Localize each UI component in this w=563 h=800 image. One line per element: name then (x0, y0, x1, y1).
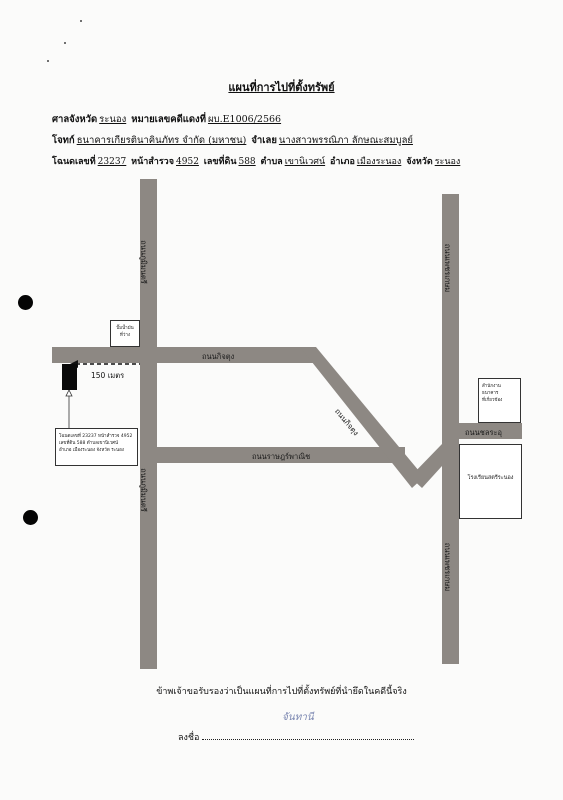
property-marker (62, 364, 77, 390)
road-label-left-bottom: ถนนภูมิมนตรี (138, 468, 148, 512)
defendant-label: จำเลย (251, 135, 277, 146)
signature-scribble: จันทานี (282, 712, 314, 723)
road-label-left-top: ถนนภูมิมนตรี (138, 240, 148, 284)
deed-label: โฉนดเลขที่ (52, 157, 96, 167)
province-label: จังหวัด (406, 157, 433, 167)
distance-label: 150 เมตร (91, 371, 125, 380)
land-value: 588 (238, 157, 256, 167)
property-info-box (55, 428, 138, 466)
province-value: ระนอง (434, 157, 461, 167)
road-label-right-short: ถนนชลระอุ (465, 428, 503, 437)
property-info-line-2: เลขที่ดิน 588 ตำบลเขานิเวศน์ (59, 440, 119, 446)
landmark-right-line-3: ที่เกี่ยวข้อง (482, 397, 503, 403)
plaintiff-value: ธนาคารเกียรตินาคินภัทร จำกัด (มหาชน) (76, 135, 247, 146)
page-title: แผนที่การไปที่ตั้งทรัพย์ (228, 81, 335, 94)
landmark-box-right-top (478, 378, 521, 423)
signature-line (202, 739, 414, 740)
landmark-school-box (459, 444, 522, 519)
landmark-top-left-line-1: ปั๊มน้ำมัน (116, 326, 134, 331)
pointer-arrow-head (66, 390, 72, 396)
landmark-right-line-2: ธนาคาร (482, 390, 499, 396)
road-label-diagonal: ถนนกิจตุง (332, 406, 361, 438)
deed-value: 23237 (97, 157, 127, 167)
certify-statement: ข้าพเจ้าขอรับรองว่าเป็นแผนที่การไปที่ตั้งทรัพย์ที่นำยึดในคดีนี้จริง (156, 687, 407, 697)
page-value: 4952 (176, 157, 199, 167)
land-label: เลขที่ดิน (203, 157, 237, 167)
subdistrict-label: ตำบล (260, 157, 283, 167)
road-diagonal (300, 347, 424, 488)
court-value: ระนอง (99, 114, 127, 125)
road-label-middle-horizontal: ถนนราษฎร์พาณิช (252, 452, 311, 461)
landmark-box-top-left (110, 320, 140, 347)
plaintiff-label: โจทก์ (52, 135, 75, 146)
case-label: หมายเลขคดีแดงที่ (131, 114, 206, 125)
page-label: หน้าสำรวจ (131, 157, 175, 167)
district-value: เมืองระนอง (356, 157, 402, 167)
property-info-line-3: อำเภอ เมืองระนอง จังหวัด ระนอง (59, 447, 125, 453)
defendant-value: นางสาวพรรณิภา ลักษณะสมบูลย์ (278, 135, 413, 146)
subdistrict-value: เขานิเวศน์ (284, 157, 326, 167)
landmark-right-line-1: สำนักงาน (482, 384, 501, 389)
property-info-line-1: โฉนดเลขที่ 23237 หน้าสำรวจ 4952 (59, 434, 133, 439)
landmark-top-left-line-2: ที่ว่าง (119, 332, 131, 338)
road-label-right-bottom: ถนนเพชรเกษม (443, 542, 453, 592)
road-label-top-horizontal: ถนนกิจตุง (202, 352, 235, 361)
court-label: ศาลจังหวัด (52, 114, 98, 125)
road-label-right-top: ถนนเพชรเกษม (443, 243, 453, 293)
district-label: อำเภอ (330, 157, 355, 167)
case-value: ผบ.E1006/2566 (207, 114, 282, 125)
sign-label: ลงชื่อ (178, 733, 200, 743)
school-label: โรงเรียนสตรีระนอง (467, 475, 514, 481)
